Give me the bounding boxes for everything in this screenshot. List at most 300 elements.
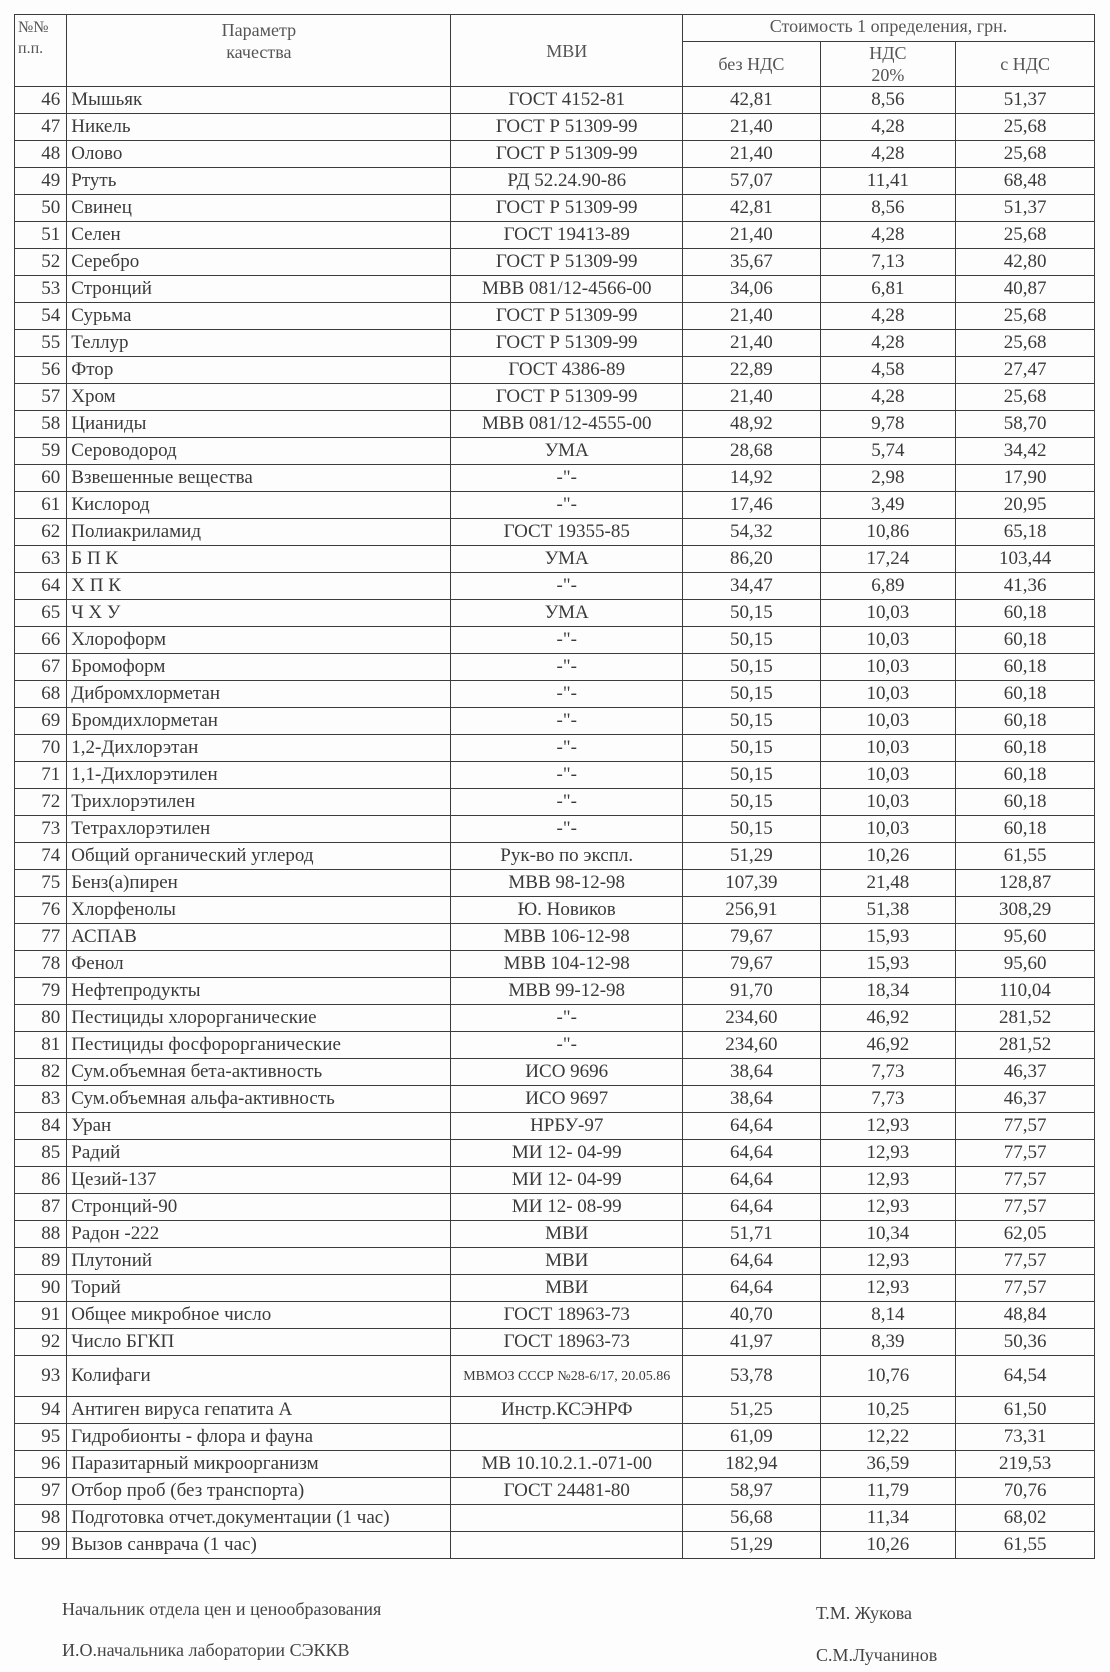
parameter-name: Бромдихлорметан [67,708,451,735]
method: МВВ 104-12-98 [451,951,683,978]
method: Рук-во по экспл. [451,843,683,870]
table-row [15,1302,1095,1329]
method: ИСО 9696 [451,1059,683,1086]
price-no-vat: 14,92 [683,465,821,492]
method: -"- [451,573,683,600]
table-row [15,1248,1095,1275]
parameter-name: Тетрахлорэтилен [67,816,451,843]
table-row [15,708,1095,735]
price-with-vat: 281,52 [956,1032,1095,1059]
price-no-vat: 58,97 [683,1478,821,1505]
vat-amount: 12,93 [820,1140,956,1167]
price-with-vat: 60,18 [956,735,1095,762]
parameter-name: Хром [67,384,451,411]
row-number: 66 [15,627,67,654]
table-row [15,681,1095,708]
row-number: 97 [15,1478,67,1505]
parameter-name: Общее микробное число [67,1302,451,1329]
row-number: 63 [15,546,67,573]
table-row [15,141,1095,168]
header-no-vat: без НДС [683,42,821,87]
vat-amount: 15,93 [820,951,956,978]
footer-title-2: И.О.начальника лаборатории СЭККВ [62,1640,350,1660]
table-row [15,1532,1095,1559]
method: ГОСТ Р 51309-99 [451,141,683,168]
table-row [15,1086,1095,1113]
price-with-vat: 48,84 [956,1302,1095,1329]
vat-amount: 4,28 [820,114,956,141]
table-row [15,843,1095,870]
parameter-name: Свинец [67,195,451,222]
parameter-name: Антиген вируса гепатита А [67,1397,451,1424]
parameter-name: Пестициды фосфорорганические [67,1032,451,1059]
vat-amount: 17,24 [820,546,956,573]
vat-amount: 10,03 [820,735,956,762]
vat-amount: 10,26 [820,1532,956,1559]
vat-amount: 10,03 [820,789,956,816]
parameter-name: Гидробионты - флора и фауна [67,1424,451,1451]
row-number: 62 [15,519,67,546]
vat-amount: 9,78 [820,411,956,438]
price-with-vat: 58,70 [956,411,1095,438]
parameter-name: АСПАВ [67,924,451,951]
row-number: 49 [15,168,67,195]
row-number: 84 [15,1113,67,1140]
price-with-vat: 219,53 [956,1451,1095,1478]
price-no-vat: 21,40 [683,222,821,249]
vat-amount: 10,03 [820,600,956,627]
table-row [15,87,1095,114]
price-with-vat: 128,87 [956,870,1095,897]
table-row [15,1059,1095,1086]
parameter-name: Фтор [67,357,451,384]
vat-amount: 8,14 [820,1302,956,1329]
method: -"- [451,627,683,654]
vat-amount: 4,58 [820,357,956,384]
vat-amount: 11,79 [820,1478,956,1505]
price-no-vat: 50,15 [683,735,821,762]
table-row [15,357,1095,384]
price-table [14,14,1095,1559]
vat-amount: 18,34 [820,978,956,1005]
price-with-vat: 77,57 [956,1167,1095,1194]
parameter-name: Радий [67,1140,451,1167]
header-vat [820,42,956,87]
parameter-name: Пестициды хлорорганические [67,1005,451,1032]
row-number: 67 [15,654,67,681]
table-row [15,924,1095,951]
vat-amount: 11,34 [820,1505,956,1532]
parameter-name: Сум.объемная бета-активность [67,1059,451,1086]
vat-amount: 12,93 [820,1167,956,1194]
price-with-vat: 17,90 [956,465,1095,492]
method: МИ 12- 08-99 [451,1194,683,1221]
parameter-name: Торий [67,1275,451,1302]
method [451,1532,683,1559]
vat-amount: 12,22 [820,1424,956,1451]
table-row [15,168,1095,195]
method: -"- [451,708,683,735]
parameter-name: Серебро [67,249,451,276]
method: МВВ 98-12-98 [451,870,683,897]
vat-amount: 10,03 [820,627,956,654]
row-number: 78 [15,951,67,978]
footer-name-1: Т.М. Жукова [816,1603,913,1623]
price-no-vat: 64,64 [683,1248,821,1275]
price-no-vat: 234,60 [683,1032,821,1059]
price-no-vat: 50,15 [683,600,821,627]
price-no-vat: 50,15 [683,654,821,681]
table-row [15,249,1095,276]
table-row [15,816,1095,843]
method: -"- [451,735,683,762]
parameter-name: Селен [67,222,451,249]
parameter-name: Радон -222 [67,1221,451,1248]
vat-amount: 46,92 [820,1032,956,1059]
price-with-vat: 281,52 [956,1005,1095,1032]
method: -"- [451,681,683,708]
table-row [15,573,1095,600]
parameter-name: Трихлорэтилен [67,789,451,816]
parameter-name: Цезий-137 [67,1167,451,1194]
price-no-vat: 79,67 [683,951,821,978]
vat-amount: 5,74 [820,438,956,465]
price-with-vat: 308,29 [956,897,1095,924]
method: МВВ 106-12-98 [451,924,683,951]
parameter-name: Б П К [67,546,451,573]
price-with-vat: 60,18 [956,654,1095,681]
price-with-vat: 70,76 [956,1478,1095,1505]
row-number: 64 [15,573,67,600]
method: МИ 12- 04-99 [451,1140,683,1167]
row-number: 70 [15,735,67,762]
vat-amount: 8,39 [820,1329,956,1356]
vat-amount: 11,41 [820,168,956,195]
row-number: 59 [15,438,67,465]
parameter-name: Кислород [67,492,451,519]
price-with-vat: 34,42 [956,438,1095,465]
method: МВВ 99-12-98 [451,978,683,1005]
header-number [15,15,67,87]
method: РД 52.24.90-86 [451,168,683,195]
row-number: 81 [15,1032,67,1059]
price-no-vat: 21,40 [683,384,821,411]
table-row [15,492,1095,519]
price-no-vat: 50,15 [683,762,821,789]
price-no-vat: 21,40 [683,114,821,141]
row-number: 50 [15,195,67,222]
vat-amount: 4,28 [820,303,956,330]
method: УМА [451,600,683,627]
method: НРБУ-97 [451,1113,683,1140]
method: МВМОЗ СССР №28-6/17, 20.05.86 [451,1356,683,1397]
price-no-vat: 86,20 [683,546,821,573]
row-number: 75 [15,870,67,897]
table-row [15,1356,1095,1397]
table-row [15,330,1095,357]
footer-title-1: Начальник отдела цен и ценообразования [62,1599,382,1619]
table-row [15,951,1095,978]
table-row [15,195,1095,222]
header-number-line1: №№ [18,19,49,36]
row-number: 94 [15,1397,67,1424]
parameter-name: 1,2-Дихлорэтан [67,735,451,762]
price-with-vat: 73,31 [956,1424,1095,1451]
parameter-name: Нефтепродукты [67,978,451,1005]
table-row [15,870,1095,897]
method [451,1424,683,1451]
price-with-vat: 50,36 [956,1329,1095,1356]
table-row [15,519,1095,546]
row-number: 96 [15,1451,67,1478]
method: -"- [451,465,683,492]
table-row [15,276,1095,303]
price-no-vat: 54,32 [683,519,821,546]
vat-amount: 4,28 [820,141,956,168]
parameter-name: Отбор проб (без транспорта) [67,1478,451,1505]
method [451,1505,683,1532]
method: МВ 10.10.2.1.-071-00 [451,1451,683,1478]
vat-amount: 12,93 [820,1275,956,1302]
vat-amount: 51,38 [820,897,956,924]
price-no-vat: 64,64 [683,1113,821,1140]
vat-amount: 4,28 [820,384,956,411]
table-row [15,762,1095,789]
method: -"- [451,789,683,816]
price-no-vat: 21,40 [683,303,821,330]
price-with-vat: 77,57 [956,1248,1095,1275]
price-no-vat: 57,07 [683,168,821,195]
vat-amount: 4,28 [820,330,956,357]
table-row [15,1424,1095,1451]
table-row [15,735,1095,762]
parameter-name: Теллур [67,330,451,357]
price-with-vat: 25,68 [956,330,1095,357]
parameter-name: Х П К [67,573,451,600]
price-with-vat: 95,60 [956,951,1095,978]
method: МВВ 081/12-4555-00 [451,411,683,438]
vat-amount: 8,56 [820,87,956,114]
price-no-vat: 51,29 [683,843,821,870]
table-row [15,114,1095,141]
vat-amount: 10,34 [820,1221,956,1248]
table-row [15,303,1095,330]
price-no-vat: 50,15 [683,708,821,735]
method: ГОСТ 18963-73 [451,1329,683,1356]
table-row [15,546,1095,573]
table-row [15,1221,1095,1248]
vat-amount: 10,76 [820,1356,956,1397]
row-number: 80 [15,1005,67,1032]
method: УМА [451,438,683,465]
price-no-vat: 61,09 [683,1424,821,1451]
method: МВИ [451,1221,683,1248]
table-row [15,978,1095,1005]
method: ГОСТ 19355-85 [451,519,683,546]
method: МИ 12- 04-99 [451,1167,683,1194]
table-row [15,1478,1095,1505]
method: Ю. Новиков [451,897,683,924]
table-row [15,897,1095,924]
price-with-vat: 25,68 [956,303,1095,330]
price-no-vat: 34,47 [683,573,821,600]
price-no-vat: 40,70 [683,1302,821,1329]
price-with-vat: 77,57 [956,1275,1095,1302]
price-no-vat: 51,71 [683,1221,821,1248]
footer-name-2: С.М.Лучанинов [816,1645,938,1665]
row-number: 57 [15,384,67,411]
parameter-name: Взвешенные вещества [67,465,451,492]
price-no-vat: 64,64 [683,1167,821,1194]
row-number: 52 [15,249,67,276]
row-number: 72 [15,789,67,816]
price-with-vat: 64,54 [956,1356,1095,1397]
price-no-vat: 21,40 [683,330,821,357]
header-vat-line1: НДС [869,43,907,63]
price-no-vat: 42,81 [683,195,821,222]
table-row [15,600,1095,627]
table-row [15,1140,1095,1167]
price-with-vat: 41,36 [956,573,1095,600]
table-row [15,789,1095,816]
price-with-vat: 62,05 [956,1221,1095,1248]
parameter-name: Колифаги [67,1356,451,1397]
price-no-vat: 256,91 [683,897,821,924]
vat-amount: 10,03 [820,816,956,843]
row-number: 76 [15,897,67,924]
row-number: 86 [15,1167,67,1194]
price-no-vat: 234,60 [683,1005,821,1032]
price-with-vat: 60,18 [956,600,1095,627]
parameter-name: Полиакриламид [67,519,451,546]
price-with-vat: 60,18 [956,816,1095,843]
parameter-name: Стронций-90 [67,1194,451,1221]
price-no-vat: 91,70 [683,978,821,1005]
row-number: 56 [15,357,67,384]
price-with-vat: 95,60 [956,924,1095,951]
price-with-vat: 60,18 [956,681,1095,708]
price-no-vat: 50,15 [683,789,821,816]
vat-amount: 7,13 [820,249,956,276]
table-row [15,465,1095,492]
price-no-vat: 51,29 [683,1532,821,1559]
parameter-name: Сурьма [67,303,451,330]
header-mvi: МВИ [451,15,683,87]
price-no-vat: 51,25 [683,1397,821,1424]
price-no-vat: 34,06 [683,276,821,303]
price-with-vat: 65,18 [956,519,1095,546]
price-with-vat: 68,02 [956,1505,1095,1532]
parameter-name: Мышьяк [67,87,451,114]
table-row [15,1113,1095,1140]
parameter-name: Дибромхлорметан [67,681,451,708]
method: -"- [451,654,683,681]
table-row [15,1329,1095,1356]
price-no-vat: 64,64 [683,1140,821,1167]
price-no-vat: 107,39 [683,870,821,897]
row-number: 68 [15,681,67,708]
row-number: 99 [15,1532,67,1559]
row-number: 85 [15,1140,67,1167]
vat-amount: 6,89 [820,573,956,600]
price-no-vat: 56,68 [683,1505,821,1532]
price-with-vat: 77,57 [956,1194,1095,1221]
row-number: 91 [15,1302,67,1329]
vat-amount: 7,73 [820,1059,956,1086]
vat-amount: 10,26 [820,843,956,870]
price-with-vat: 25,68 [956,114,1095,141]
vat-amount: 10,25 [820,1397,956,1424]
price-with-vat: 60,18 [956,762,1095,789]
table-row [15,1451,1095,1478]
price-with-vat: 25,68 [956,141,1095,168]
parameter-name: Сероводород [67,438,451,465]
table-row [15,411,1095,438]
row-number: 77 [15,924,67,951]
price-with-vat: 20,95 [956,492,1095,519]
parameter-name: Число БГКП [67,1329,451,1356]
parameter-name: Олово [67,141,451,168]
row-number: 53 [15,276,67,303]
vat-amount: 12,93 [820,1248,956,1275]
price-with-vat: 27,47 [956,357,1095,384]
parameter-name: Стронций [67,276,451,303]
row-number: 93 [15,1356,67,1397]
parameter-name: Фенол [67,951,451,978]
table-row [15,384,1095,411]
row-number: 54 [15,303,67,330]
price-no-vat: 35,67 [683,249,821,276]
parameter-name: Бенз(а)пирен [67,870,451,897]
row-number: 47 [15,114,67,141]
vat-amount: 6,81 [820,276,956,303]
table-row [15,438,1095,465]
row-number: 90 [15,1275,67,1302]
price-with-vat: 103,44 [956,546,1095,573]
row-number: 88 [15,1221,67,1248]
row-number: 46 [15,87,67,114]
parameter-name: Ч Х У [67,600,451,627]
parameter-name: Ртуть [67,168,451,195]
price-no-vat: 50,15 [683,816,821,843]
method: МВИ [451,1248,683,1275]
price-with-vat: 77,57 [956,1113,1095,1140]
parameter-name: Цианиды [67,411,451,438]
method: ГОСТ 19413-89 [451,222,683,249]
price-with-vat: 60,18 [956,789,1095,816]
table-row [15,1505,1095,1532]
parameter-name: Уран [67,1113,451,1140]
vat-amount: 8,56 [820,195,956,222]
method: -"- [451,1005,683,1032]
method: ГОСТ 4152-81 [451,87,683,114]
row-number: 79 [15,978,67,1005]
row-number: 65 [15,600,67,627]
price-with-vat: 61,55 [956,843,1095,870]
vat-amount: 10,03 [820,762,956,789]
parameter-name: Сум.объемная альфа-активность [67,1086,451,1113]
table-row [15,222,1095,249]
row-number: 82 [15,1059,67,1086]
header-vat-line2: 20% [871,65,905,85]
price-with-vat: 51,37 [956,195,1095,222]
parameter-name: Плутоний [67,1248,451,1275]
price-no-vat: 182,94 [683,1451,821,1478]
table-row [15,654,1095,681]
price-no-vat: 41,97 [683,1329,821,1356]
parameter-name: Бромоформ [67,654,451,681]
header-number-line2: п.п. [18,40,44,57]
